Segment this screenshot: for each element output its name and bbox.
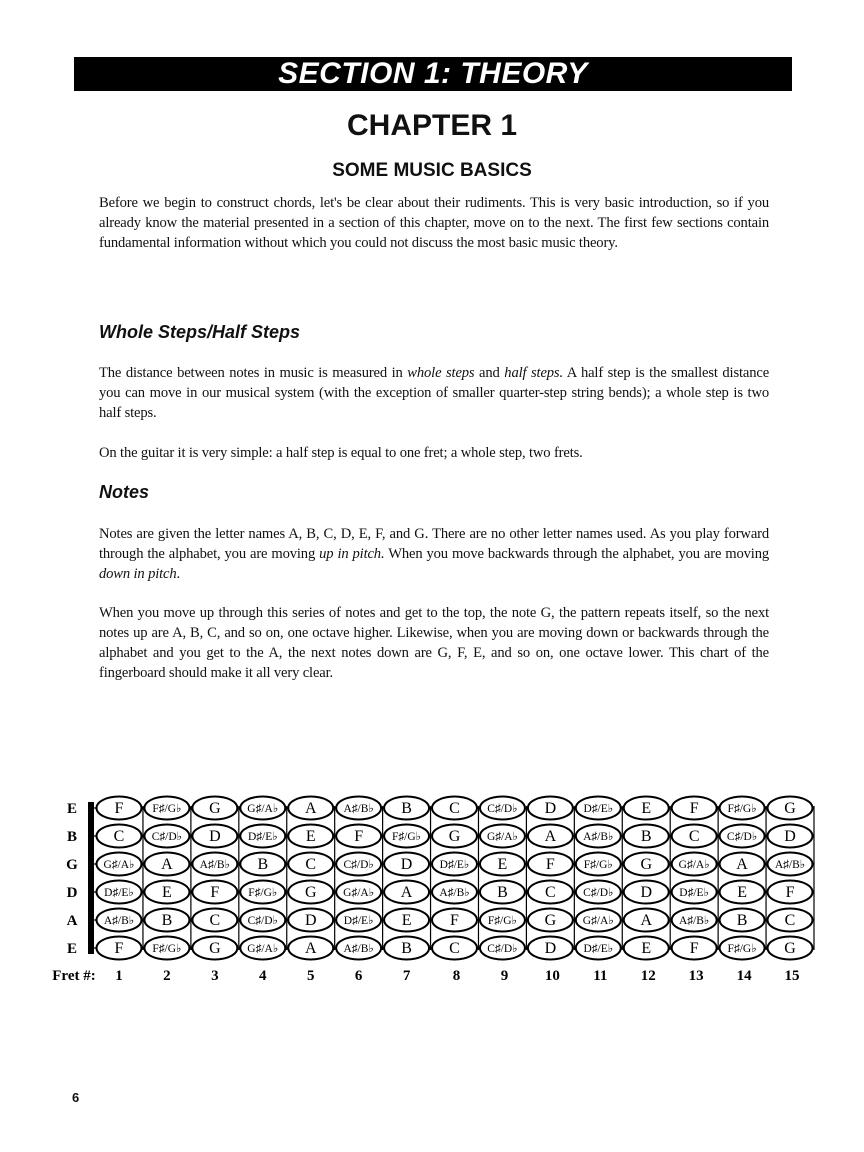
note-label: E xyxy=(641,800,652,817)
string-name-d: D xyxy=(66,885,78,901)
chapter-subtitle: SOME MUSIC BASICS xyxy=(332,160,532,181)
note-label: D♯/E♭ xyxy=(104,887,134,899)
note-label: A xyxy=(304,940,317,957)
note-label: F♯/G♭ xyxy=(152,803,182,815)
heading-whole-half-steps: Whole Steps/Half Steps xyxy=(99,322,301,342)
fret-number: 2 xyxy=(163,968,171,984)
note-label: F xyxy=(114,800,124,817)
note-label: A♯/B♭ xyxy=(678,915,710,927)
fret-number: 14 xyxy=(736,968,752,984)
note-label: G xyxy=(304,884,317,901)
note-label: C♯/D♭ xyxy=(487,803,518,815)
note-label: G♯/A♭ xyxy=(343,887,375,899)
note-label: E xyxy=(305,828,316,845)
string-name-g: G xyxy=(66,857,78,873)
note-label: D♯/E♭ xyxy=(679,887,710,899)
text-segment: Notes are given the letter names A, B, C, D, E, F, and G. There are no other letter names used. As you play forward through the alphabet, you are moving xyxy=(99,526,769,562)
note-label: G xyxy=(544,912,557,929)
section-title: SECTION 1: THEORY xyxy=(74,57,792,91)
note-label: C♯/D♭ xyxy=(487,943,518,955)
note-label: E xyxy=(737,884,747,901)
note-label: G xyxy=(784,940,796,957)
note-label: C xyxy=(545,884,556,901)
string-name-e: E xyxy=(66,941,78,957)
note-label: F xyxy=(450,912,459,929)
string-name-b: B xyxy=(66,829,78,845)
note-label: C♯/D♭ xyxy=(343,859,374,871)
fret-number: 9 xyxy=(500,968,509,984)
note-label: G♯/A♭ xyxy=(486,831,518,843)
note-label: C xyxy=(113,828,125,845)
note-label: G♯/A♭ xyxy=(247,943,279,955)
note-label: F xyxy=(689,800,699,817)
note-label: D♯/E♭ xyxy=(583,803,614,815)
note-label: B xyxy=(257,856,269,873)
fret-number: 15 xyxy=(784,968,800,984)
note-label: C xyxy=(305,856,317,873)
note-label: F xyxy=(114,940,124,957)
note-label: F♯/G♭ xyxy=(487,915,517,927)
note-label: C xyxy=(449,800,460,817)
note-label: B xyxy=(640,828,652,845)
note-label: G♯/A♭ xyxy=(247,803,279,815)
text-segment: When you move backwards through the alphabet, you are moving xyxy=(384,546,769,562)
note-label: G xyxy=(448,828,461,845)
note-label: D xyxy=(784,828,796,845)
note-label: F♯/G♭ xyxy=(152,943,182,955)
fret-number: 1 xyxy=(115,968,123,984)
fret-number: 12 xyxy=(640,968,656,984)
note-label: A xyxy=(161,856,173,873)
note-label: F♯/G♭ xyxy=(392,831,422,843)
note-label: F♯/G♭ xyxy=(727,943,757,955)
text-segment: On the guitar it is very simple: a half step is equal to one fret; a whole step, two frets. xyxy=(99,445,583,461)
italic-text: down in pitch xyxy=(99,566,177,582)
italic-text: up in pitch. xyxy=(319,546,385,562)
steps-paragraph-1 xyxy=(99,363,769,423)
text-segment: Before we begin to construct chords, let's be clear about their rudiments. This is very basic introduction, so if you already know the material presented in a section of this chapter, move on to the next. The first few sections contain fundamental information without which you could not discuss the most basic music theory. xyxy=(99,195,769,251)
note-label: D xyxy=(304,912,317,929)
note-label: B xyxy=(161,912,173,929)
fret-number-label: Fret #: xyxy=(52,968,96,984)
note-label: D xyxy=(544,800,557,817)
note-label: A♯/B♭ xyxy=(774,859,806,871)
italic-text: whole steps xyxy=(407,365,475,381)
note-label: G xyxy=(209,800,221,817)
note-label: A xyxy=(544,828,557,845)
fret-number: 3 xyxy=(211,968,219,984)
note-label: D♯/E♭ xyxy=(247,831,278,843)
note-label: E xyxy=(162,884,172,901)
note-label: C♯/D♭ xyxy=(151,831,183,843)
note-label: E xyxy=(641,940,652,957)
note-label: C xyxy=(209,912,221,929)
fret-number: 13 xyxy=(688,968,704,984)
note-label: G xyxy=(640,856,653,873)
note-label: A♯/B♭ xyxy=(103,915,135,927)
note-label: B xyxy=(401,800,412,817)
note-label: F xyxy=(545,856,555,873)
note-label: E xyxy=(497,856,508,873)
note-label: D xyxy=(209,828,221,845)
string-name-a: A xyxy=(66,913,78,929)
notes-paragraph-1 xyxy=(99,524,769,584)
string-name-e: E xyxy=(66,801,78,817)
note-label: A xyxy=(304,800,317,817)
fret-number: 7 xyxy=(402,968,411,984)
notes-paragraph-2 xyxy=(99,603,769,683)
chapter-title: CHAPTER 1 xyxy=(346,109,518,142)
note-label: A♯/B♭ xyxy=(439,887,470,899)
note-label: F♯/G♭ xyxy=(727,803,757,815)
note-label: D♯/E♭ xyxy=(439,859,470,871)
fret-number: 10 xyxy=(544,968,560,984)
note-label: F xyxy=(785,884,795,901)
note-label: F♯/G♭ xyxy=(583,859,613,871)
note-label: A xyxy=(640,912,653,929)
note-label: B xyxy=(497,884,508,901)
heading-notes: Notes xyxy=(99,482,150,502)
page-number: 6 xyxy=(72,1090,80,1105)
fret-number: 6 xyxy=(354,968,363,984)
note-label: D xyxy=(400,856,413,873)
fret-number: 4 xyxy=(259,968,267,984)
note-label: D♯/E♭ xyxy=(343,915,374,927)
steps-paragraph-2 xyxy=(99,443,769,463)
note-label: G♯/A♭ xyxy=(582,915,614,927)
note-label: D xyxy=(640,884,653,901)
text-segment: The distance between notes in music is measured in xyxy=(99,365,408,381)
text-segment: A half step is the smallest distance you can move in our musical system (with the exception of smaller quarter-step string bends); a whole step is two half steps. xyxy=(99,365,770,421)
note-label: F xyxy=(689,940,699,957)
note-label: G♯/A♭ xyxy=(678,859,710,871)
note-label: C xyxy=(688,828,700,845)
note-label: C♯/D♭ xyxy=(247,915,278,927)
intro-paragraph xyxy=(99,193,769,253)
fret-number: 5 xyxy=(306,968,315,984)
note-label: A♯/B♭ xyxy=(199,859,231,871)
note-label: D♯/E♭ xyxy=(583,943,614,955)
note-label: A♯/B♭ xyxy=(343,803,374,815)
note-label: A♯/B♭ xyxy=(583,831,614,843)
note-label: B xyxy=(401,940,412,957)
note-label: C♯/D♭ xyxy=(583,887,614,899)
italic-text: half steps. xyxy=(504,365,563,381)
note-label: C xyxy=(449,940,460,957)
note-label: B xyxy=(736,912,748,929)
note-label: C♯/D♭ xyxy=(726,831,758,843)
note-label: D xyxy=(544,940,557,957)
text-segment: and xyxy=(474,365,505,381)
text-segment: When you move up through this series of notes and get to the top, the note G, the pattern repeats itself, so the next notes up are A, B, C, and so on, one octave higher. Likewise, when you are moving down or backwards through the alphabet and you get to the A, the next notes down are G, F, E, and so on, one octave lower. This chart of the fingerboard should make it all very clear. xyxy=(99,605,769,681)
note-label: F♯/G♭ xyxy=(248,887,278,899)
note-label: F xyxy=(354,828,364,845)
fret-number: 8 xyxy=(452,968,461,984)
text-segment: . xyxy=(176,566,181,582)
note-label: A xyxy=(736,856,748,873)
note-label: C xyxy=(784,912,796,929)
note-label: A♯/B♭ xyxy=(343,943,374,955)
fret-number: 11 xyxy=(593,968,608,984)
note-label: G xyxy=(209,940,221,957)
note-label: E xyxy=(401,912,412,929)
nut xyxy=(88,802,94,954)
note-label: F xyxy=(210,884,220,901)
fretboard-chart xyxy=(0,780,864,1000)
note-label: G♯/A♭ xyxy=(103,859,135,871)
note-label: A xyxy=(400,884,413,901)
note-label: G xyxy=(784,800,796,817)
